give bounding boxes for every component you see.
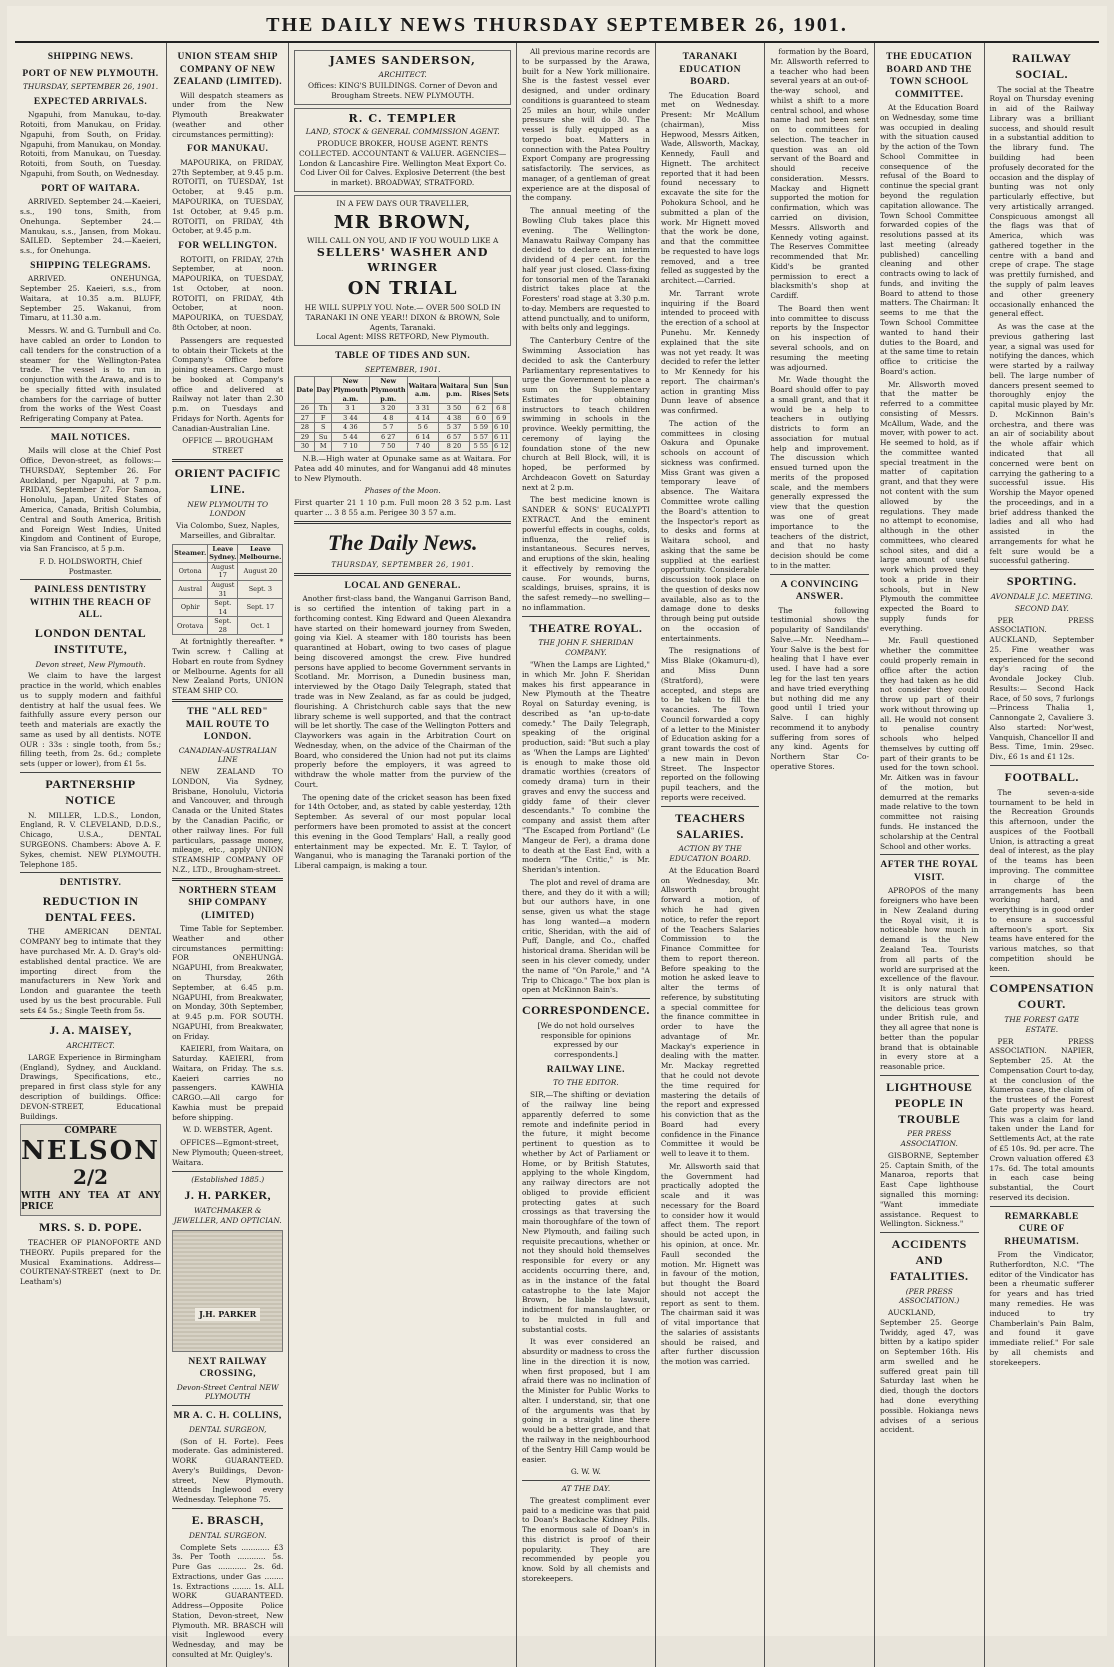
- social-text: The social at the Theatre Royal on Thursday evening in aid of the Railway Library was a brilliant success, and should result in a substantial addition to the library fund. The building had been profusely decorated for the occasion and the display of bunting was not only particularly effective, but very artistically arranged. Conspicuous amongst all the flags was that of America, which was gathered together in the centre with a band and crepe of crape. The stage was prettily furnished, and the supply of palm leaves and other greenery occasionally enhanced the general effect.: [989, 84, 1094, 319]
- newspaper-page: [7, 6, 1107, 1659]
- column-3: [289, 43, 517, 1667]
- tide-table-cell: 27: [295, 413, 315, 423]
- tide-table-cell: 26: [295, 404, 315, 414]
- divider: [172, 1171, 283, 1172]
- parker-shop-image: [172, 1230, 283, 1352]
- brasch-text: Complete Sets ............ £3 3s. Per Tooth ............ 5s. Pure Gas ............ 2s. 6d. Extractions, under Gas ........ 1s. Extractions ........ 1s. ALL WORK GUARANTEED. Address—Opposite Police Station, Devon-street, New Plymouth. MR. BRASCH will visit Inglewood every Wednesday, and may be consulted at Mr. Quigley's.: [172, 1542, 284, 1659]
- manukau-text: MAPOURIKA, on FRIDAY, 27th September, at 9.45 p.m. ROTOITI, on TUESDAY, 1st October, at 9.45 p.m. MAPOURIKA, on TUESDAY, 1st October, at 9.45 p.m. ROTOITI, on FRIDAY, 4th October, at 9.45 p.m.: [172, 157, 284, 236]
- templer-text: PRODUCE BROKER, HOUSE AGENT. RENTS COLLECTED. ACCOUNTANT & VALUER. AGENCIES— London & Lancashire Fire. Wellington Meat Export Co. Cod Liver Oil for Calves. Explosive Deterrent (the best in market). BROADWAY, STRATFORD.: [299, 139, 507, 188]
- tide-table-cell: 5 44: [332, 432, 370, 442]
- column-4: [517, 43, 656, 1667]
- allred-text: NEW ZEALAND TO LONDON, Via Sydney, Brisbane, Honolulu, Victoria and Vancouver, and through Canada or the United States by the Canadian Pacific, or other railway lines. For full particulars, passage money, mileage, etc., apply UNION STEAMSHIP COMPANY OF N.Z., LTD., Brougham-street.: [172, 767, 284, 874]
- tide-sub: SEPTEMBER, 1901.: [364, 364, 441, 374]
- shipping-heading: SHIPPING NEWS.: [47, 52, 134, 62]
- parker-address: Devon-Street Central NEW PLYMOUTH: [176, 1382, 279, 1402]
- divider: [770, 574, 869, 575]
- tide-table-cell: 3 44: [332, 413, 370, 423]
- orient-table-cell: August 17: [208, 562, 238, 580]
- orient-table-row: [173, 599, 283, 617]
- compensation-text: PER PRESS ASSOCIATION. NAPIER, September 25. At the Compensation Court to-day, at the conclusion of the Kumeroa case, the claim of the trustees of the Forest Gate property was heard. This was a claim for land taken under the Land for Settlements Act, at the rate of £5 10s. 9d. per acre. The Crown valuation offered £3 17s. 6d. The total amounts in each case being substantial, the Court reserved its decision.: [989, 1036, 1094, 1202]
- union-text: Will despatch steamers as under from the New Plymouth Breakwater (weather and other circumstances permitting):: [172, 90, 284, 139]
- tide-table-row: [295, 413, 511, 423]
- tide-table-cell: 5 7: [369, 423, 407, 433]
- templer-ad: [294, 108, 511, 192]
- orient-table-row: [173, 580, 283, 598]
- brasch-heading: E. BRASCH,: [191, 1512, 264, 1527]
- railway-to: TO THE EDITOR.: [553, 1078, 619, 1088]
- office-line: OFFICE — BROUGHAM STREET: [182, 436, 274, 456]
- mail-heading: MAIL NOTICES.: [50, 432, 131, 443]
- telegrams-heading: SHIPPING TELEGRAMS.: [30, 260, 151, 271]
- tide-table-cell: 29: [295, 432, 315, 442]
- partnership-text: N. MILLER, L.D.S., London, England, R. V. CLEVELAND, D.D.S., Chicago, U.S.A., DENTAL SURGEONS. Chambers: Above A. F. Sykes, chemist. NEW PLYMOUTH. Telephone 185.: [20, 810, 162, 869]
- parker-sub: WATCHMAKER & JEWELLER, AND OPTICIAN.: [173, 1206, 282, 1225]
- tide-table-cell: 5 37: [438, 423, 469, 433]
- divider: [522, 616, 650, 617]
- trial-heading: ON TRIAL: [347, 278, 458, 300]
- sanderson-heading: JAMES SANDERSON,: [329, 54, 476, 67]
- royal-heading: AFTER THE ROYAL VISIT.: [880, 860, 979, 883]
- divider: [661, 806, 760, 807]
- local-text: Another first-class band, the Wanganui Garrison Band, is so certified the intention of taking part in a forthcoming contest. King Edward and Queen Alexandra have started on their homeward journey from Sweden, going via Kiel. A steamer with 180 tourists has been quarantined at Hobart, owing to two cases of plague being discovered amongst the crew. Five hundred persons have applied to become Government servants in Scotland. Mr. Morrison, a Dunedin business man, interviewed by the Otago Daily Telegraph, stated that trade was in New Zealand, as far as could be judged, flourishing. A Christchurch cable says that the new library scheme is well supported, and that the contract will be let shortly. The case of the Wellington Potters and Clayworkers was again in the Arbitration Court on Wednesday, when, on the advice of the Chairman of the Board, who considered the Union had not put its claims properly before the employers, it was agreed to withdraw the whole matter from the purview of the Court.: [294, 594, 511, 789]
- tide-table-cell: 8 20: [438, 442, 469, 452]
- col6-text: formation by the Board, Mr. Allsworth referred to a teacher who had been several years at an out-of-the-way school, and whilst a shift to a more central school, and whose name had not been sent on to committees for selection. The teacher in question was an old servant of the Board and should receive consideration. Messrs. Mackay and Hignett supported the motion for confirmation, which was carried on division, Messrs. Allsworth and Kennedy voting against. The Reserves Committee recommended that Mr. Kidd's be granted permission to erect a blacksmith's shop at Cardiff.: [770, 47, 869, 301]
- tide-table-cell: M: [315, 442, 332, 452]
- tide-table-row: [295, 442, 511, 452]
- divider: [880, 1232, 979, 1233]
- col4-text-4: The best medicine known is SANDER & SONS' EUCALYPTI EXTRACT. And the eminent powerful effects in coughs, colds, influenza, the relief is instantaneous. Secures nerves, and eruptions of the skin, healing it effectively by removing the cause. For wounds, burns, scaldings, bruises, sprains, it is the safest remedy—no swelling—no inflammation.: [521, 495, 650, 612]
- social-heading: RAILWAY SOCIAL.: [1012, 51, 1072, 81]
- sporting-sub: AVONDALE J.C. MEETING.: [990, 592, 1093, 601]
- lighthouse-text: GISBORNE, September 25. Captain Smith, of the Manaroa, reports that East Cape lighthouse signalled this morning: "Want immediate assistance. Request to Wellington. Sickness.": [879, 1150, 979, 1229]
- wellington-text: ROTOITI, on FRIDAY, 27th September, at noon. MAPOURIKA, on TUESDAY, 1st October, at noon. ROTOITI, on FRIDAY, 4th October, at noon. MAPOURIKA, on TUESDAY, 8th October, at noon.: [172, 254, 284, 332]
- orient-table-cell: Sept. 17: [238, 599, 283, 617]
- tide-table-cell: 3 20: [369, 404, 407, 414]
- reduction-heading: REDUCTION IN DENTAL FEES.: [42, 893, 139, 924]
- tide-table-cell: 5 6: [407, 423, 438, 433]
- tide-table-cell: 30: [295, 442, 315, 452]
- orient-table-cell: Ophir: [173, 599, 208, 617]
- mail-text: Mails will close at the Chief Post Office, Devon-street, as follows:— THURSDAY, September 26. For Auckland, per Ngapuhi, at 7 p.m. FRIDAY, September 27. For Samoa, Honolulu, Japan, United States of America, Canada, British Columbia, Central and South America, British and Foreign West Indies, United Kingdom and Continent of Europe, via San Francisco, at 5 p.m.: [20, 446, 162, 554]
- tide-table-cell: 5 59: [470, 423, 492, 433]
- tide-table-cell: 6 9: [492, 413, 510, 423]
- divider: [172, 1405, 283, 1406]
- tide-table-header-cell: Sun Rises: [470, 377, 492, 404]
- divider: [294, 573, 511, 576]
- col4-text-2: The annual meeting of the Bowling Club takes place this evening. The Wellington-Manawatu Railway Company has decided to declare an interim dividend of 4 per cent. for the half year just closed. Class-fixing for tonsorial men of the Taranaki district takes place at the Foresters' road stage at 3.30 p.m. to-day. Members are requested to attend punctually, and to uniform, with belts only and leggings.: [521, 206, 650, 333]
- tide-table-cell: 6 10: [494, 423, 509, 432]
- collins-text: (Son of H. Forte). Fees moderate. Gas administered. WORK GUARANTEED. Avery's Buildings, Devon-street, New Plymouth. Attends Inglewood every Wednesday. Telephone 75.: [172, 1436, 284, 1505]
- expected-heading: EXPECTED ARRIVALS.: [33, 96, 148, 107]
- washer-heading: SELLERS' WASHER AND WRINGER: [316, 246, 489, 274]
- tide-table-header-cell: Waitara a.m.: [407, 377, 438, 404]
- tide-table-cell: 6 12: [494, 442, 509, 451]
- partnership-heading: PARTNERSHIP NOTICE: [45, 777, 136, 807]
- parker-line: NEXT RAILWAY CROSSING,: [188, 1356, 268, 1380]
- daily-news-logo: The Daily News.: [327, 529, 478, 555]
- teachers-text: At the Education Board on Wednesday, Mr. Allsworth brought forward a motion, of which he had given notice, to refer the report of the Teachers Salaries Commission to the Finance Committee for them to report thereon. Before speaking to the motion he asked leave to alter the terms of reference, by substituting a special committee for the finance committee in order to have the advantage of Mr. Mackay's experience in dealing with the matter. Mr. Mackay regretted that he could not devote the time required for mastering the details of the report and expressed his conviction that as the Board had every confidence in the Finance Committee it would be well to leave it to them.: [660, 865, 760, 1159]
- orient-table: [172, 544, 283, 636]
- divider: [20, 427, 161, 428]
- maisey-sub: ARCHITECT.: [66, 1041, 115, 1051]
- compensation-heading: COMPENSATION COURT.: [989, 981, 1094, 1012]
- nelson-name: NELSON: [21, 1136, 161, 1167]
- orient-table-cell: Leave Melbourne.: [239, 544, 282, 562]
- moon-text: First quarter 21 1 10 p.m. Full moon 28 3 52 p.m. Last quarter ... 3 8 55 a.m. Perigee 30 3 57 a.m.: [294, 498, 511, 517]
- col4-text-3: The Canterbury Centre of the Swimming Association has decided to ask the Canterbury Parliamentary representatives to urge the Government to place a sum on the Supplementary Estimates for obtaining instructors to teach children swimming in schools in the province. Weekly permitting, the ceremony of laying the foundation stone of the new church at Bell Block, will, it is hoped, be performed by Archdeacon Govett on Saturday next at 2 p.m.: [521, 336, 650, 492]
- tide-heading: TABLE OF TIDES AND SUN.: [335, 351, 471, 362]
- maisey-text: LARGE Experience in Birmingham (England), Sydney, and Auckland. Drawings, Specifications, etc., prepared in first class style for any description of buildings. Office: DEVON-STREET, Educational Buildings.: [20, 1052, 162, 1121]
- tide-table-cell: Th: [315, 404, 332, 414]
- orient-table-cell: Sept. 3: [238, 580, 283, 598]
- tide-table-cell: 6 8: [492, 404, 510, 414]
- lighthouse-sub: PER PRESS ASSOCIATION.: [900, 1129, 958, 1149]
- london-sub: Devon street, New Plymouth.: [35, 659, 146, 669]
- tide-table-row: [295, 404, 511, 414]
- pope-text: TEACHER OF PIANOFORTE AND THEORY. Pupils prepared for the Musical Examinations. Address— COURTENAY-STREET (next to Dr. Leatham's): [20, 1238, 162, 1287]
- telegrams-body: Messrs. W. and G. Turnbull and Co. have cabled an order to London to call tenders for the construction of a steamer for the Wellington-Patea trade. The vessel is to run in conjunction with the Arawa, and is to be specially fitted with insulated chambers for the carriage of butter from the works of the West Coast Refrigerating Company at Patea.: [20, 326, 162, 424]
- orient-table-cell: August 31: [208, 580, 238, 598]
- nelson-compare: COMPARE: [64, 1126, 117, 1137]
- sanderson-sub: ARCHITECT.: [378, 69, 427, 79]
- wade-text: Mr. Wade thought the Board should offer to pay a small grant, and that it would be a help to teachers in outlying districts to form an association for mutual help and improvement. The discussion which ensued turned upon the merits of the proposed scale, and the members generally expressed the view that the question was one of great importance to the teachers of the district, and that no hasty decision should be come to in the matter.: [770, 375, 869, 570]
- expected-text: Ngapuhi, from Manukau, to-day. Rotoiti, from Manukau, on Friday. Ngapuhi, from South, on Friday. Ngapuhi, from Manukau, on Monday. Rotoiti, from Manukau, on Tuesday. Rotoiti, from South, on Tuesday. Ngapuhi, from South, on Wednesday.: [20, 110, 162, 178]
- taranaki-heading: TARANAKI EDUCATION BOARD.: [679, 52, 742, 88]
- tide-table: [294, 376, 511, 452]
- northern-heading: NORTHERN STEAM SHIP COMPANY (LIMITED): [178, 885, 277, 921]
- tide-table-header-cell: New Plymouth a.m.: [333, 377, 368, 403]
- orient-table-cell: Ortona: [173, 562, 208, 580]
- rheumatism-heading: REMARKABLE CURE OF RHEUMATISM.: [1004, 1211, 1080, 1247]
- tide-table-cell: S: [315, 423, 332, 433]
- royal-text: APROPOS of the many foreigners who have been in New Zealand during the Royal visit, it is noticeable how much in demand is the New Zealand Tea. Tourists from all parts of the world are surprised at the excellence of the flavour. It is only natural that visitors are struck with the delicious teas grown under British rule, and they all agree that none is better than the popular brand that is obtainable in every store at a reasonable price.: [879, 886, 979, 1072]
- northern-text: Time Table for September. Weather and other circumstances permitting: FOR ONEHUNGA. NGAPUHI, from Breakwater, on Thursday, 26th September, at 6.45 p.m. NGAPUHI, from Breakwater, on Monday, 30th September, at 9.45 p.m. FOR SOUTH. NGAPUHI, from Breakwater, on Friday.: [172, 924, 284, 1041]
- tide-table-header-cell: New Plymouth p.m.: [370, 377, 406, 403]
- football-text: The seven-a-side tournament to be held in the Recreation Grounds this afternoon, under the auspices of the Football Union, is attracting a great deal of interest, as the play of the teams has been improving. The committee in charge of the arrangements has been working hard, and everything is in good order to ensure a successful afternoon's sport. Six teams have entered for the various matches, so that competition should be keen.: [989, 787, 1094, 973]
- tide-table-cell: 6 14: [407, 432, 438, 442]
- tide-table-cell: 6 2: [470, 404, 492, 414]
- theatre-text: "When the Lamps are Lighted," in which Mr. John F. Sheridan makes his first appearance in New Plymouth at the Theatre Royal on Saturday evening, is described as "an up-to-date comedy." The Daily Telegraph, speaking of the original production, said: "But such a play as 'When the Lamps are Lighted' is enough to make those old dramatic worthies (creators of comedy drama) turn in their graves and envy the success and giddy fame of their clever descendants." To combine the company and assist them after "The Escaped from Portland" (Le Mangeur de Fer), a drama done to death at the East End, with a modern "The Critic," is Mr. Sheridan's intention.: [521, 660, 650, 875]
- tide-table-cell: 7 10: [332, 442, 370, 452]
- union-note: Passengers are requested to obtain their Tickets at the Company's Office before joining steamers. Cargo must be booked at Company's office and delivered at Railway not later than 2.30 p.m. on Tuesdays and Fridays for North. Agents for Canadian-Australian Line.: [172, 335, 284, 433]
- sanderson-ad: [294, 50, 511, 105]
- tide-table-cell: 6 0: [470, 413, 492, 423]
- divider: [990, 569, 1094, 570]
- divider: [990, 1206, 1094, 1207]
- orient-note: At fortnightly thereafter. * Twin screw. † Calling at Hobart en route from Sydney or Melbourne. Agents for all New Zealand Ports, UNION STEAM SHIP CO.: [172, 637, 284, 696]
- tide-table-cell: 6 57: [438, 432, 469, 442]
- collins-heading: MR A. C. H. COLLINS,: [173, 1411, 282, 1422]
- tide-table-cell: 5 55: [470, 442, 492, 452]
- column-6: [765, 43, 875, 1667]
- railway-text: SIR,—The shifting or deviation of the railway line being apparently deferred to some remote and indefinite period in the future, it might become pertinent to question as to whether by Act of Parliament or Home, or by British Statutes, applying to the whole Kingdom, any railway directors are not obliged to provide efficient protecting gates at such crossings as that traversing the main thoroughfare of the town of New Plymouth, and failing such requisite precautions, whether or not they should hold themselves responsible for every or any accidents occurring there, and, as in the instance of the fatal catastrophe to the late Major Brown, be liable to lawsuit, indictment for manslaughter, or to be mulcted in full and substantial costs.: [521, 1090, 650, 1334]
- local-heading: LOCAL AND GENERAL.: [344, 580, 461, 591]
- orient-table-cell: Sept. 14: [208, 599, 238, 617]
- reduction-text: THE AMERICAN DENTAL COMPANY beg to intimate that they have purchased Mr. A. D. Gray's old-established dental practice. We are importing direct from the manufacturers in New York and London and guarantee the teeth used by us the best procurable. Full sets £4 5s.; Single Teeth from 5s.: [20, 927, 162, 1015]
- edboard-text-3: Mr. Faull questioned whether the committee could properly remain in office after the action they had taken as he did not consider they could throw up part of their work without throwing up all. He would not consent to penalise country schools who helped themselves by cutting off part of their grants to be used for the town school. Mr. Aitken was in favour of the motion, but demurred at the remarks made relative to the town committee not raising funds. He instanced the scholarship at the Central School and other works.: [879, 636, 979, 851]
- moon-heading: Phases of the Moon.: [364, 486, 441, 496]
- orient-table-cell: Oct. 1: [238, 617, 283, 635]
- dentistry-heading: PAINLESS DENTISTRY WITHIN THE REACH OF ALL.: [29, 585, 152, 621]
- edboard-text-2: Mr. Allsworth moved that the matter be referred to a committee consisting of Messrs. McAllum, Wade, and the mover, with power to act. He seemed to hold, as if the committee wanted special treatment in the matter of capitation grant, and that they were not content with the sum allowed by the regulations. They made no attempt to economise, although in the other committees, who cleared school sites, and did a large amount of useful work which proved they took a pride in their schools, but in New Plymouth the committee expected the Board to supply funds for everything.: [879, 379, 979, 633]
- correspondence-heading: CORRESPONDENCE.: [521, 1003, 650, 1018]
- parker-shop-sign: J.H. PARKER: [195, 1308, 260, 1321]
- tide-table-row: [295, 432, 511, 442]
- agent-sign: W. D. WEBSTER, Agent.: [182, 1125, 273, 1135]
- divider: [20, 579, 161, 580]
- nelson-tea-ad: [20, 1124, 161, 1216]
- column-2: [167, 43, 289, 1667]
- football-heading: FOOTBALL.: [1004, 770, 1079, 785]
- local-agent: Local Agent: MISS RETFORD, New Plymouth.: [316, 332, 490, 342]
- local-text-2: The opening date of the cricket season has been fixed for 14th October, and, as stated by cable yesterday, 12th September. As several of our most popular local performers have been promoted to assist at the concert this evening in the Good Templars' Hall, a really good entertainment may be expected. Mr. E. T. Taylor, of Wanganui, who is managing the Taranaki portion of the Liberal campaign, is making a tour.: [294, 792, 511, 871]
- divider: [172, 878, 283, 881]
- tide-table-cell: 28: [295, 423, 315, 433]
- divider: [990, 976, 1094, 977]
- tide-table-cell: F: [315, 413, 332, 423]
- tide-table-cell: 4 36: [332, 423, 370, 433]
- brasch-sub: DENTAL SURGEON.: [188, 1530, 267, 1540]
- dawn-text: The greatest compliment ever paid to a medicine was that paid to Doan's Backache Kidney Pills. The enormous sale of Doan's in this district is proof of their popularity. They are recommended by people you know. Sold by all chemists and storekeepers.: [521, 1495, 650, 1583]
- accidents-sub: (PER PRESS ASSOCIATION.): [899, 1286, 960, 1306]
- trial-text: HE WILL SUPPLY YOU. Note.— OVER 500 SOLD IN TARANAKI IN ONE YEAR!! DIXON & BROWN, Sole Agents, Taranaki.: [304, 302, 501, 332]
- maisey-heading: J. A. MAISEY,: [49, 1023, 132, 1038]
- nelson-line: WITH ANY TEA AT ANY PRICE: [21, 1190, 161, 1213]
- parker-heading: J. H. PARKER,: [184, 1188, 272, 1203]
- teachers-text-2: Mr. Allsworth said that the Government had practically adopted the scale and it was necessary for the Board to consider how it would affect them. The report should be acted upon, in his opinion, at once. Mr. Faull seconded the motion. Mr. Hignett was in favour of the motion, but thought the Board should not accept the report as sent to them. The chairman said it was of vital importance that the salaries of assistants should be raised, and after further discussion the motion was carried.: [660, 1161, 760, 1367]
- telegrams-text: ARRIVED. ONEHUNGA, September 25. Kaeieri, s.s., from Waitara, at 10.35 a.m. BLUFF, September 25. Wakanui, from Timaru, at 11.30 a.m.: [20, 274, 162, 323]
- tide-table-row: [295, 423, 511, 433]
- collins-sub: DENTAL SURGEON,: [188, 1424, 267, 1434]
- sporting-text: PER PRESS ASSOCIATION. AUCKLAND, September 25. Fine weather was experienced for the second day's racing of the Avondale Jockey Club. Results:— Second Hack Race, of 50 sovs, 7 furlongs—Princess Thalia 1, Cannongate 2, Cavaliere 3. Also started: Nor'west, Vanquish, Chancellor II and Bess. Time, 1min. 29sec. Div., £6 1s and £1 12s.: [989, 615, 1094, 762]
- masthead-title: THE DAILY NEWS THURSDAY SEPTEMBER 26, 1901.: [266, 13, 848, 36]
- tide-table-header-cell: Waitara p.m.: [438, 377, 469, 404]
- divider: [20, 1018, 161, 1019]
- orient-table-header: [173, 544, 283, 562]
- templer-sub: LAND, STOCK & GENERAL COMMISSION AGENT.: [305, 127, 500, 137]
- columns: [15, 43, 1099, 1659]
- tide-table-cell: 3 1: [332, 404, 370, 414]
- tide-note: N.B.—High water at Opunake same as at Waitara. For Patea add 40 minutes, and for Wanganui add 48 minutes to New Plymouth.: [294, 453, 511, 483]
- accidents-text: AUCKLAND, September 25. George Twiddy, aged 47, was bitten by a katipo spider on September 16th. His arm swelled and he suffered great pain till Saturday last when he died, though the doctors had done everything possible. Hokianga news advises of a serious accident.: [879, 1308, 979, 1435]
- rheumatism-text: From the Vindicator, Rutherfordton, N.C. "The editor of the Vindicator has been a rheumatic sufferer for years and has tried many remedies. He was induced to try Chamberlain's Pain Balm, and found it gave immediate relief." For sale by all chemists and storekeepers.: [989, 1250, 1094, 1367]
- union-heading: UNION STEAM SHIP COMPANY OF NEW ZEALAND (LIMITED).: [173, 52, 283, 88]
- tide-table-cell: 4 38: [438, 413, 469, 423]
- agent-text: OFFICES—Egmont-street, New Plymouth; Queen-street, Waitara.: [172, 1138, 284, 1167]
- column-1: [15, 43, 167, 1667]
- correspondence-note: [We do not hold ourselves responsible for opinions expressed by our correspondents.]: [537, 1020, 635, 1060]
- tide-table-header-cell: Day: [315, 377, 332, 404]
- divider: [172, 699, 283, 702]
- column-8: [985, 43, 1099, 1667]
- waitara-text: ARRIVED. September 24.—Kaeieri, s.s., 190 tons, Smith, from Onehunga. September 24.—Manukau, s.s., Jansen, from Mokau. SAILED. September 24.—Kaeieri, s.s., for Onehunga.: [20, 197, 162, 256]
- sporting-day: SECOND DAY.: [1014, 603, 1069, 613]
- column-7: [875, 43, 985, 1667]
- wellington-heading: FOR WELLINGTON.: [178, 241, 278, 252]
- tide-table-cell: 6 11: [494, 432, 509, 441]
- tide-table-cell: Su: [315, 432, 332, 442]
- theatre-heading: THEATRE ROYAL.: [529, 620, 643, 635]
- taranaki-text: The Education Board met on Wednesday. Present: Mr McAllum (chairman), Miss Hepwood, Messrs Aitken, Wade, Allsworth, Mackay, Kennedy, Faull and Hignett. The architect reported that it had been found necessary to excavate the site for the Pohokura School, and he submitted a plan of the work. Mr Hignett moved that the work be done, and that the committee be requested to have logs removed, and a tree felled as suggested by the architect.—Carried.: [660, 90, 760, 286]
- parker-established: (Established 1885.): [191, 1174, 265, 1184]
- edboard-text: At the Education Board on Wednesday, some time was occupied in dealing with the situation caused by the action of the Town School Committee in consequence of the refusal of the Board to continue the special grant beyond the regulation capitation allowance. The Town School Committee forwarded copies of the resolutions passed at its last meeting (already published) cancelling cleaning and other contracts owing to lack of funds, and inviting the Board to attend to those matters. The Chairman: It seems to me that the Town School Committee wanted to hand their duties to the Board, and at the same time to retain office to criticise the Board's action.: [879, 103, 979, 376]
- tide-table-cell: 7 40: [407, 442, 438, 452]
- taranaki-text-4: The resignations of Miss Blake (Okamuru-d), and Miss Dunn (Stratford), were accepted, and steps are to be taken to fill the vacancies. The Town Council forwarded a copy of a letter to the Minister of Education asking for a grant towards the cost of a new main in Devon Street. The Inspector reported on the following pupil teachers, and the reports were received.: [660, 646, 760, 802]
- railway-text-2: It was ever considered an absurdity or madness to cross the line in the direction it is now, when first proposed, but I am afraid there was no inclination of the Minister for Public Works to alter. I understand, sir, that one of the arguments was that by going in a straight line there would be a better grade, and that the railway in the neighbourhood of the Sentry Hill Camp would be easier.: [521, 1337, 650, 1464]
- tide-table-cell: 4 8: [369, 413, 407, 423]
- divider: [20, 872, 161, 873]
- divider: [20, 772, 161, 773]
- divider: [172, 1508, 283, 1509]
- orient-text: Via Colombo, Suez, Naples, Marseilles, and Gibraltar.: [176, 521, 280, 540]
- orient-table-row: [173, 617, 283, 635]
- brown-heading: MR BROWN,: [333, 211, 472, 233]
- tide-table-cell: 7 50: [369, 442, 407, 452]
- col4-intro: All previous marine records are to be surpassed by the Arawa, built for a New York millionaire. She is the fastest vessel ever designed, and under ordinary conditions is guaranteed to steam 25 miles an hour, while under pressure she will do 30. The vessel is fully equipped as a torpedo boat. Matters in connection with the Patea Poultry Export Company are progressing satisfactorily. The services, as manager, of a gentleman of great experience are at the disposal of the company.: [521, 47, 650, 203]
- orient-table-row: [173, 562, 283, 580]
- orient-table-cell: Steamer.: [173, 544, 208, 562]
- divider: [880, 1075, 979, 1076]
- masthead: [15, 12, 1099, 43]
- port-heading: PORT OF NEW PLYMOUTH.: [22, 68, 159, 79]
- tide-table-cell: 3 31: [407, 404, 438, 414]
- lighthouse-heading: LIGHTHOUSE PEOPLE IN TROUBLE: [886, 1079, 973, 1126]
- waitara-heading: PORT OF WAITARA.: [41, 183, 140, 194]
- manukau-heading: FOR MANUKAU.: [186, 144, 269, 155]
- dawn-heading: AT THE DAY.: [561, 1484, 611, 1494]
- divider: [522, 1480, 650, 1481]
- tide-table-cell: 3 50: [438, 404, 469, 414]
- orient-table-cell: August 20: [238, 562, 283, 580]
- theatre-text-2: The plot and revel of drama are there, and they do it with a will; but our authors have, in one sense, given us what the stage has long wanted—a modern critic, Sheridan, with the aid of Puff, Dangle, and Co., chaffed historical drama. Sheridan will be seen in his clever comedy, under the name of "On Parole," and "A Trip to Chicago." The box plan is open at McKinnon Bain's.: [521, 877, 650, 995]
- tide-table-header-cell: Sun Sets: [492, 377, 510, 404]
- port-date: THURSDAY, SEPTEMBER 26, 1901.: [22, 82, 159, 92]
- divider: [522, 998, 650, 999]
- brown-text: WILL CALL ON YOU, AND IF YOU WOULD LIKE A: [306, 236, 499, 246]
- divider: [880, 854, 979, 855]
- orient-table-cell: Sept. 28: [208, 617, 238, 635]
- london-text: We claim to have the largest practice in the world, which enables us to supply modern and faithful dentistry at half the usual fees. We faithfully assure every person our teeth and materials are exactly the same as used by all dentists. NOTE OUR : 33s : single tooth, from 5s.; filling teeth, from 2s. 6d.; complete sets (upper or lower), from £1 5s.: [20, 671, 162, 769]
- railway-heading: RAILWAY LINE.: [546, 1064, 626, 1075]
- divider: [990, 765, 1094, 766]
- tide-table-cell: 4 14: [407, 413, 438, 423]
- social-text-2: As was the case at the previous gathering last year, a signal was used for notifying the dances, which were started by a railway bell. The large number of dancers present seemed to thoroughly enjoy the capital music played by Mr. D. McKinnon Bain's orchestra, and there was an air of sociability about the whole affair which indicated that all concerned were bent on carrying the gathering to a successful issue. His Worship the Mayor opened the proceedings, and in a brief address thanked the ladies and all who had assisted in the arrangements for what he felt sure would be a successful gathering.: [989, 322, 1094, 566]
- taranaki-text-3: The action of the committees in closing Oakura and Opunake schools on account of sickness was confirmed. Miss Grant was given a temporary leave of absence. The Waitara Committee wrote calling the Board's attention to the Inspector's report as to desks and forms at Waitara school, and asking that the same be supplied at the earliest opportunity. Considerable discussion took place on the question of desks now available, also as to the damage done to desks through being put outside on the occasion of entertainments.: [660, 418, 760, 643]
- sporting-heading: SPORTING.: [1006, 574, 1077, 589]
- tide-table-cell: 5 57: [470, 432, 492, 442]
- kaeieri-text: KAEIERI, from Waitara, on Saturday. KAEIERI, from Waitara, on Friday. The s.s. Kaeieri carries no passengers. KAWHIA CARGO.—All cargo for Kawhia must be prepaid before shipping.: [172, 1044, 284, 1122]
- tide-table-cell: 6 27: [369, 432, 407, 442]
- templer-heading: R. C. TEMPLER: [348, 111, 457, 125]
- railway-sign: G. W. W.: [570, 1467, 601, 1477]
- allred-heading: THE "ALL RED" MAIL ROUTE TO LONDON.: [185, 707, 270, 743]
- orient-heading: ORIENT PACIFIC LINE.: [174, 465, 281, 496]
- london-heading: LONDON DENTAL INSTITUTE,: [34, 625, 147, 656]
- tide-table-header-cell: Date: [295, 377, 315, 404]
- orient-table-cell: Austral: [173, 580, 208, 598]
- pope-heading: MRS. S. D. POPE.: [39, 1220, 143, 1235]
- convincing-heading: A CONVINCING ANSWER.: [780, 579, 859, 603]
- orient-table-cell: Orotava: [173, 617, 208, 635]
- orient-sub: NEW PLYMOUTH TO LONDON: [187, 499, 269, 519]
- orient-table-cell: Leave Sydney.: [209, 544, 237, 562]
- nelson-price: 2/2: [72, 1165, 109, 1190]
- mail-sign: F. D. HOLDSWORTH, Chief Postmaster.: [39, 556, 142, 576]
- dentistry2-heading: DENTISTRY.: [59, 878, 122, 889]
- convincing-text: The following testimonial shows the popularity of Sandilands' Salve.—Mr. Needham—Your Salve is the best for healing that I have ever used. I have had a sore leg for the last ten years and have tried everything but nothing did me any good until I tried your Salve. I can highly recommend it to anybody suffering from sores of any kind. Agents for Northern Star Co-operative Stores.: [770, 605, 869, 771]
- edboard-heading: THE EDUCATION BOARD AND THE TOWN SCHOOL COMMITTEE.: [886, 52, 973, 100]
- allred-sub: CANADIAN-AUSTRALIAN LINE: [178, 745, 277, 765]
- accidents-heading: ACCIDENTS AND FATALITIES.: [889, 1237, 969, 1283]
- sellers-washer-ad: [294, 195, 511, 346]
- tide-table-header: [295, 377, 511, 404]
- theatre-sub: THE JOHN F. SHERIDAN COMPANY.: [538, 638, 634, 658]
- teachers-heading: TEACHERS SALARIES.: [675, 810, 746, 841]
- divider: [172, 459, 283, 462]
- sanderson-text: Offices: KING'S BUILDINGS. Corner of Devon and Brougham Streets. NEW PLYMOUTH.: [307, 81, 498, 101]
- col6-text-2: The Board then went into committee to discuss reports by the Inspector on his inspection of several schools, and on resuming the meeting was adjourned.: [770, 303, 869, 372]
- brown-intro: IN A FEW DAYS OUR TRAVELLER,: [336, 198, 469, 208]
- divider: [294, 521, 511, 524]
- column-5: [656, 43, 766, 1667]
- issue-date: THURSDAY, SEPTEMBER 26, 1901.: [331, 560, 474, 569]
- teachers-sub: ACTION BY THE EDUCATION BOARD.: [669, 844, 751, 864]
- compensation-sub: THE FOREST GATE ESTATE.: [1004, 1015, 1080, 1034]
- taranaki-text-2: Mr. Tarrant wrote inquiring if the Board intended to proceed with the erection of a school at Punehu. Mr. Kennedy explained that the site was not yet ready. It was decided to refer the letter to Mr Kennedy for his report. The chairman's action in granting Miss Dunn leave of absence was confirmed.: [660, 288, 760, 416]
